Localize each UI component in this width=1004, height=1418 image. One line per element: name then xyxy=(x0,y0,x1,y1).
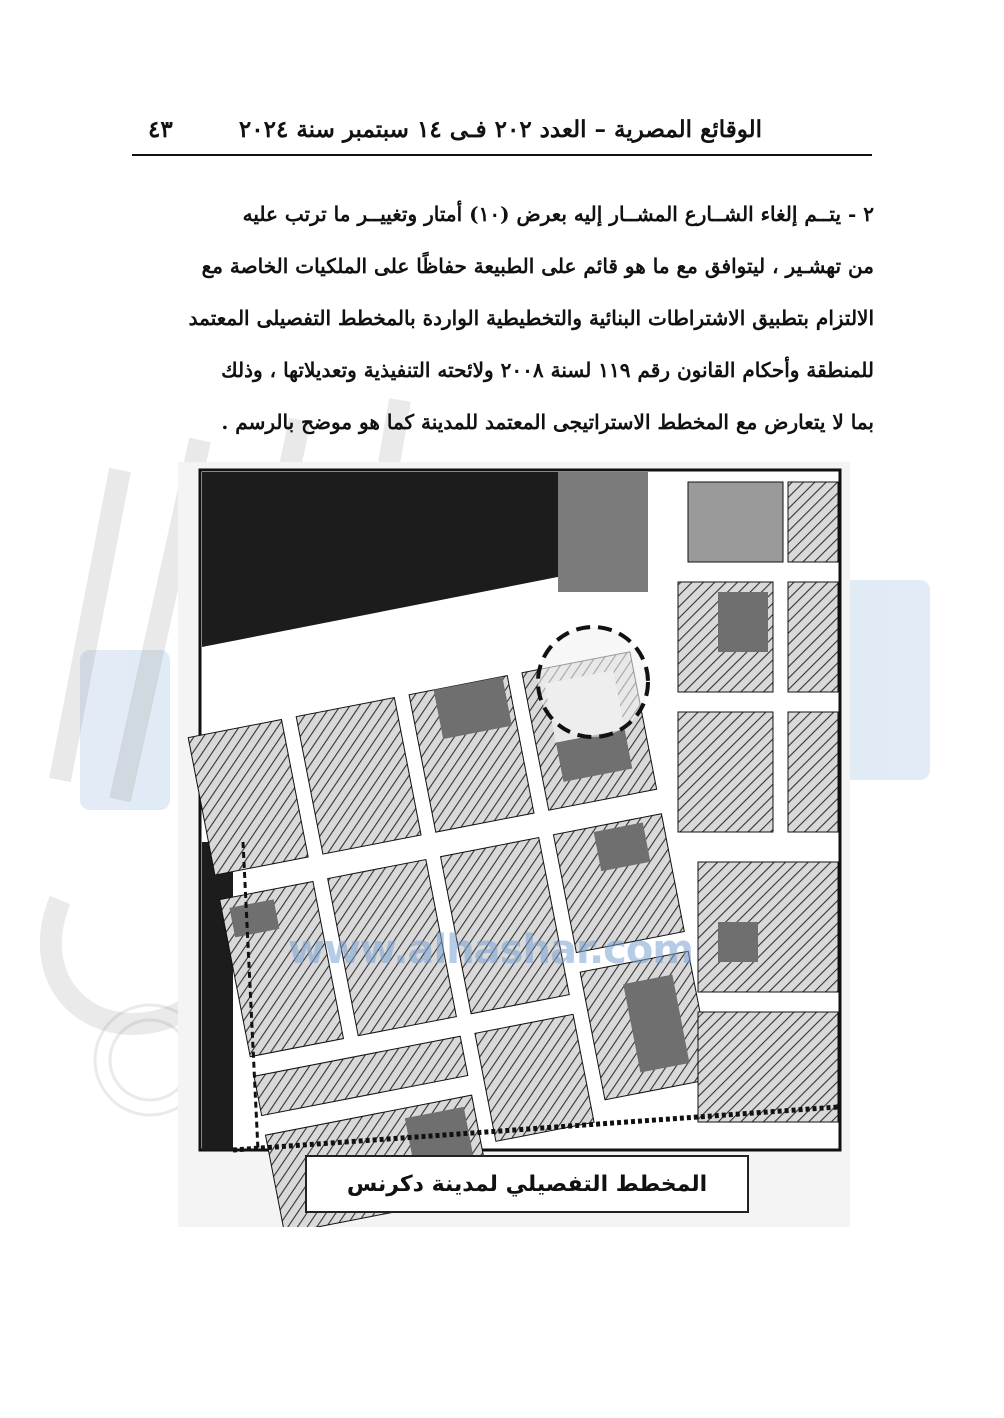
page-number: ٤٣ xyxy=(148,116,173,143)
paragraph-line: للمنطقة وأحكام القانون رقم ١١٩ لسنة ٢٠٠٨ ولائحته التنفيذية وتعديلاتها ، وذلك xyxy=(221,358,874,382)
header-title: الوقائع المصرية – العدد ٢٠٢ فـى ١٤ سبتمبر سنة ٢٠٢٤ xyxy=(238,116,762,143)
planning-map-figure xyxy=(178,462,850,1227)
url-watermark: www.alhashar.com xyxy=(288,927,694,973)
page-header xyxy=(132,110,872,156)
paragraph-line: ٢ - يتــم إلغاء الشــارع المشــار إليه بعرض (١٠) أمتار وتغييــر ما ترتب عليه xyxy=(242,202,874,226)
paragraph-line: الالتزام بتطبيق الاشتراطات البنائية والتخطيطية الواردة بالمخطط التفصيلى المعتمد xyxy=(188,306,874,330)
paragraph-line: بما لا يتعارض مع المخطط الاستراتيجى المعتمد للمدينة كما هو موضح بالرسم . xyxy=(221,410,874,434)
paragraph-line: من تهشـير ، ليتوافق مع ما هو قائم على الطبيعة حفاظًا على الملكيات الخاصة مع xyxy=(201,254,874,278)
map-caption: المخطط التفصيلي لمدينة دكرنس xyxy=(305,1155,749,1213)
body-paragraph xyxy=(130,188,874,448)
planning-map xyxy=(178,462,850,1227)
